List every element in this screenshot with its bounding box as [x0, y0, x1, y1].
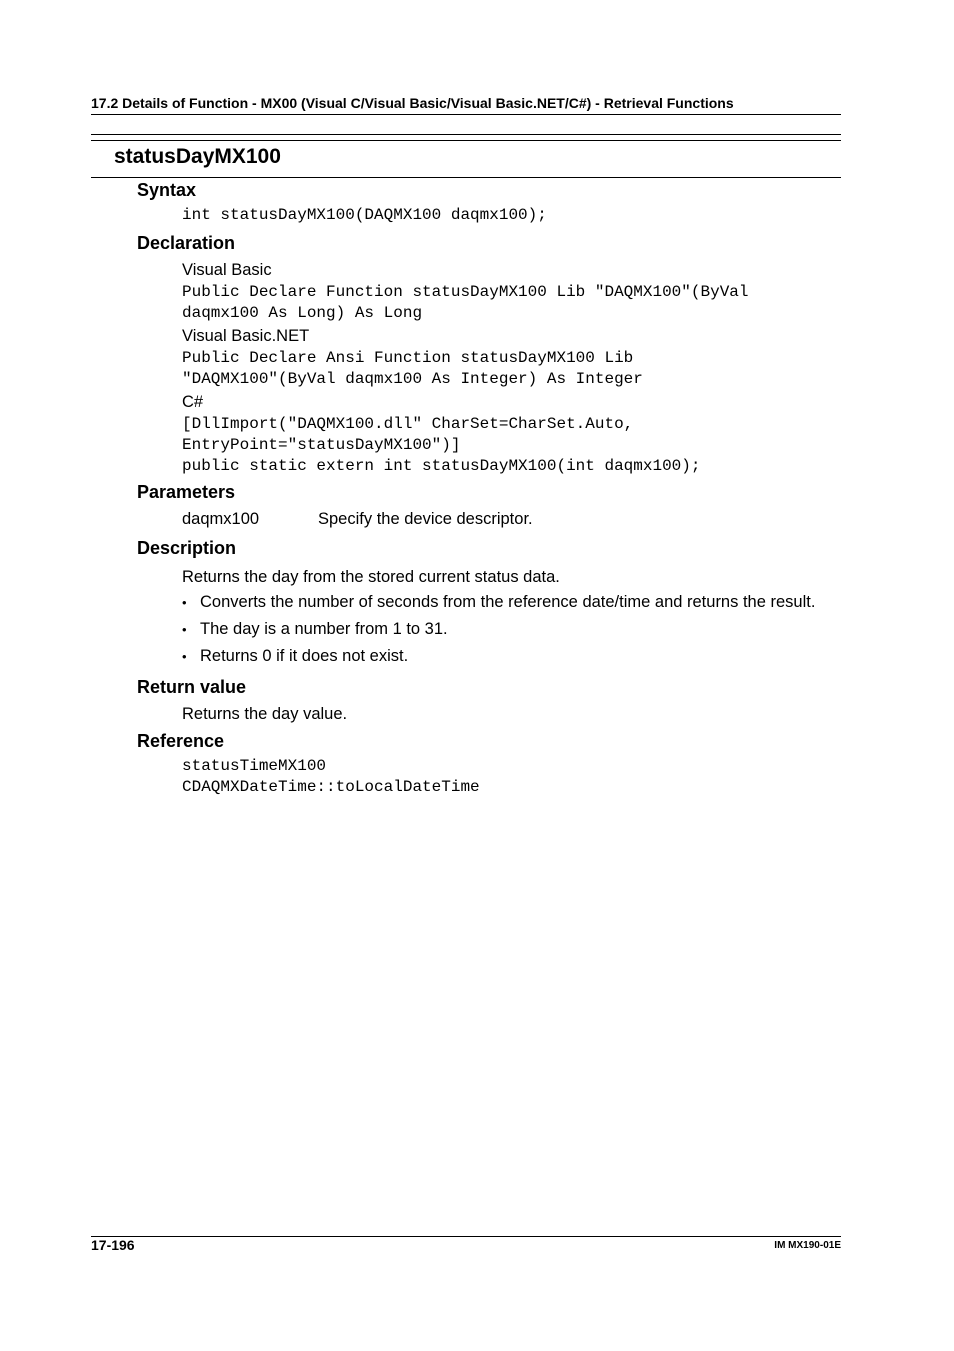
reference-section	[137, 730, 841, 798]
vbnet-code: Public Declare Ansi Function statusDayMX100 Lib "DAQMX100"(ByVal daqmx100 As Integer) As Integer	[182, 349, 643, 388]
reference-item: CDAQMXDateTime::toLocalDateTime	[182, 778, 480, 796]
title-top-rule-inner	[91, 140, 841, 141]
reference-heading: Reference	[137, 731, 225, 751]
return-value-text: Returns the day value.	[182, 705, 348, 723]
parameter-row	[182, 507, 841, 531]
bullet-icon: •	[182, 649, 187, 664]
bullet-icon: •	[182, 622, 187, 637]
syntax-section	[137, 179, 841, 226]
syntax-heading: Syntax	[137, 180, 197, 200]
page-number: 17-196	[91, 1237, 135, 1253]
vb-label: Visual Basic	[182, 261, 272, 279]
header-rule	[91, 114, 841, 115]
cs-label: C#	[182, 393, 204, 411]
list-item: • Converts the number of seconds from the reference date/time and returns the result.	[182, 589, 841, 616]
declaration-heading: Declaration	[137, 233, 236, 253]
parameter-name: daqmx100	[182, 510, 260, 528]
parameters-section	[137, 481, 841, 531]
running-header: 17.2 Details of Function - MX00 (Visual C/Visual Basic/Visual Basic.NET/C#) - Retrieval Functions	[91, 95, 734, 111]
function-title: statusDayMX100	[114, 145, 281, 168]
reference-item: statusTimeMX100	[182, 757, 327, 775]
parameter-description: Specify the device descriptor.	[318, 510, 533, 528]
description-section	[137, 537, 841, 670]
description-heading: Description	[137, 538, 237, 558]
return-value-heading: Return value	[137, 677, 247, 697]
function-content	[137, 178, 841, 798]
footer-rule	[91, 1236, 841, 1237]
list-item: • The day is a number from 1 to 31.	[182, 616, 841, 643]
declaration-section	[137, 232, 841, 477]
vbnet-label: Visual Basic.NET	[182, 327, 310, 345]
document-code: IM MX190-01E	[774, 1240, 841, 1251]
list-item: • Returns 0 if it does not exist.	[182, 643, 841, 670]
title-top-rule	[91, 134, 841, 135]
parameters-heading: Parameters	[137, 482, 236, 502]
syntax-code: int statusDayMX100(DAQMX100 daqmx100);	[182, 206, 547, 224]
description-intro: Returns the day from the stored current status data.	[182, 568, 560, 586]
description-bullets	[182, 589, 841, 670]
bullet-icon: •	[182, 595, 187, 610]
return-value-section	[137, 676, 841, 726]
cs-code: [DllImport("DAQMX100.dll" CharSet=CharSet.Auto, EntryPoint="statusDayMX100")] public static extern int statusDayMX100(int daqmx100);	[182, 415, 701, 475]
vb-code: Public Declare Function statusDayMX100 Lib "DAQMX100"(ByVal daqmx100 As Long) As Long	[182, 283, 749, 322]
